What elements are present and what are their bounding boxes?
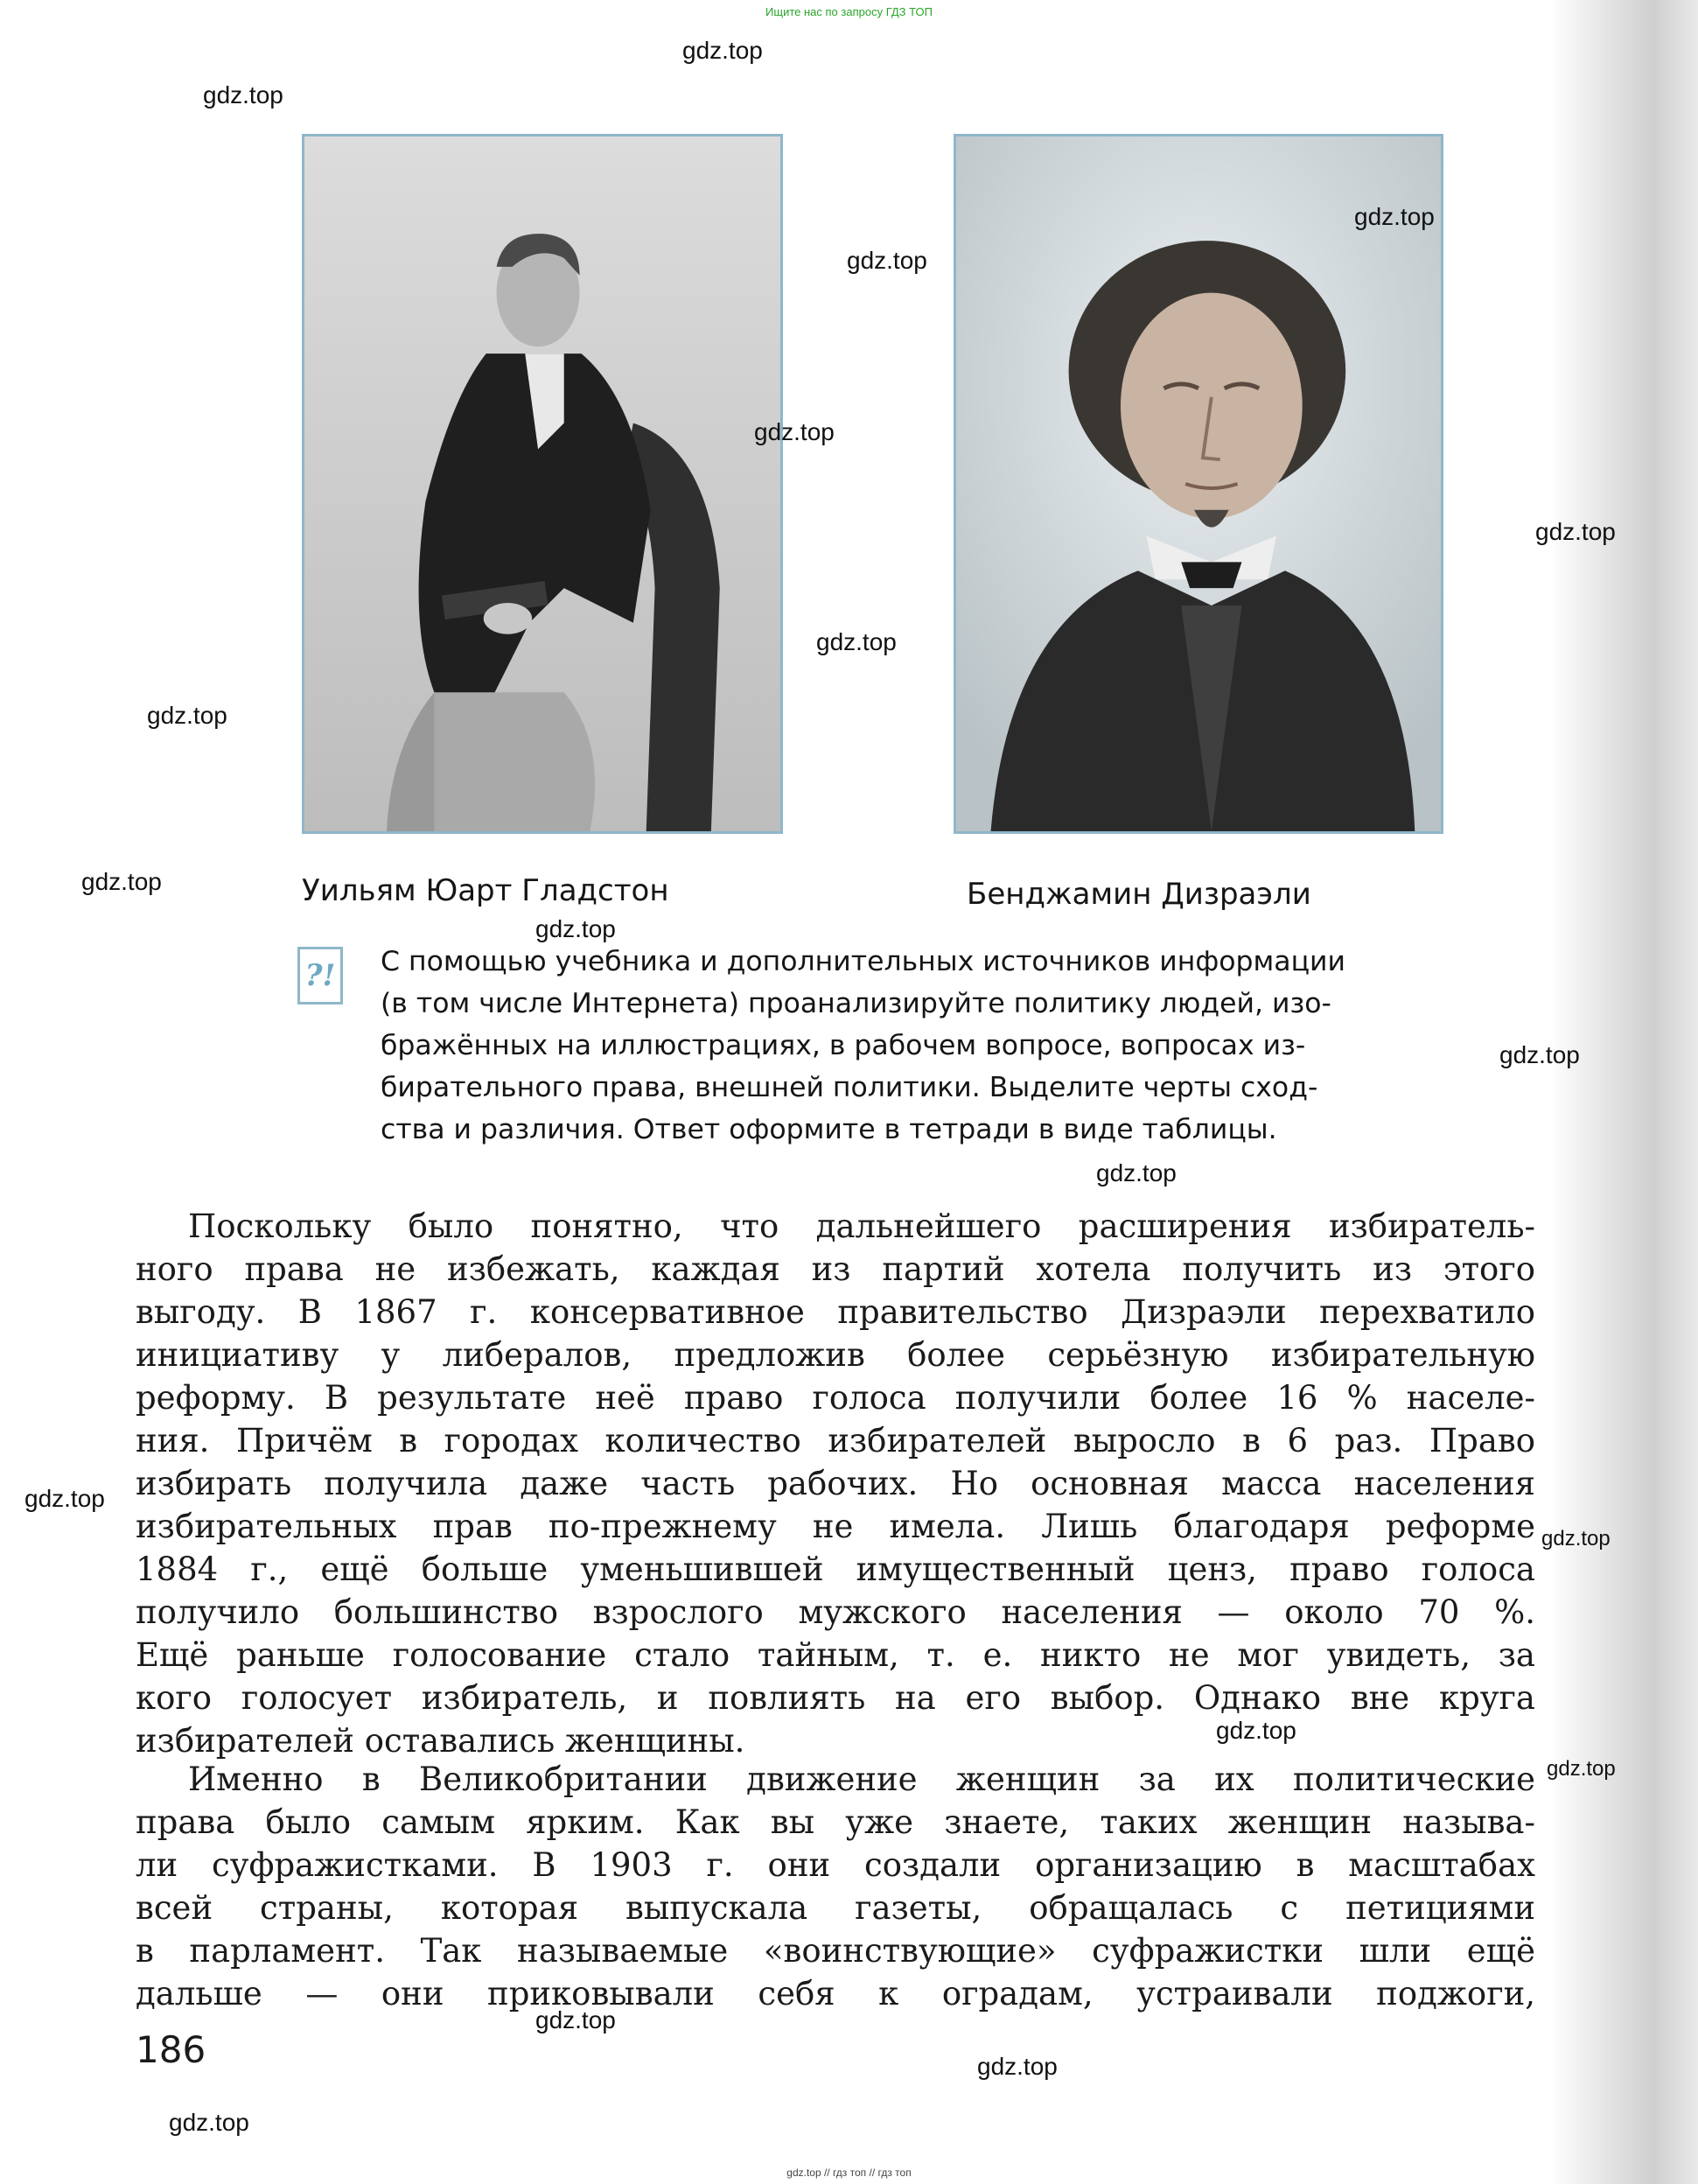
- paragraph-line: получило большинство взрослого мужского населения — около 70 %.: [136, 1593, 1535, 1631]
- paragraph-line: права было самым ярким. Как вы уже знаете, таких женщин называ-: [136, 1803, 1535, 1841]
- paragraph-line: реформу. В результате неё право голоса получили более 16 % населе-: [136, 1379, 1535, 1417]
- portrait-disraeli: [954, 134, 1443, 834]
- watermark: gdz.top: [847, 247, 927, 274]
- watermark: gdz.top: [1535, 518, 1616, 545]
- watermark: gdz.top: [535, 2006, 616, 2034]
- paragraph-line: кого голосует избиратель, и повлиять на его выбор. Однако вне круга: [136, 1679, 1535, 1717]
- watermark: gdz.top: [1096, 1159, 1177, 1186]
- paragraph-line: выгоду. В 1867 г. консервативное правительство Дизраэли перехватило: [136, 1293, 1535, 1331]
- watermark: gdz.top: [169, 2109, 249, 2136]
- paragraph-line: избирателей оставались женщины.: [136, 1722, 745, 1760]
- paragraph-line: дальше — они приковывали себя к оградам, устраивали поджоги,: [136, 1975, 1535, 2012]
- watermark: gdz.top: [816, 628, 897, 655]
- question-exclamation-icon: ?!: [297, 947, 343, 1004]
- watermark: gdz.top: [24, 1485, 105, 1512]
- page-number: 186: [136, 2028, 206, 2071]
- paragraph-line: в парламент. Так называемые «воинствующие» суфражистки шли ещё: [136, 1932, 1535, 1970]
- task-line: бражённых на иллюстрациях, в рабочем вопросе, вопросах из-: [381, 1030, 1306, 1061]
- page-edge-shadow: [1549, 0, 1698, 2184]
- paragraph-line: ного права не избежать, каждая из партий хотела получить из этого: [136, 1250, 1535, 1288]
- watermark: gdz.top: [682, 37, 763, 64]
- paragraph-line: избирать получила даже часть рабочих. Но основная масса населения: [136, 1465, 1535, 1502]
- paragraph-line: избирательных прав по-прежнему не имела. Лишь благодаря реформе: [136, 1508, 1535, 1545]
- watermark: gdz.top: [81, 868, 162, 895]
- watermark: gdz.top: [203, 81, 283, 108]
- paragraph-line: ли суфражистками. В 1903 г. они создали организацию в масштабах: [136, 1846, 1535, 1884]
- task-line: бирательного права, внешней политики. Выделите черты сход-: [381, 1072, 1318, 1103]
- task-line: ства и различия. Ответ оформите в тетради в виде таблицы.: [381, 1114, 1277, 1145]
- paragraph-2: [136, 1758, 1535, 2015]
- caption-gladstone: Уильям Юарт Гладстон: [302, 873, 669, 908]
- paragraph-1: [136, 1205, 1535, 1762]
- paragraph-line: ния. Причём в городах количество избирателей выросло в 6 раз. Право: [136, 1422, 1535, 1460]
- watermark: gdz.top: [1216, 1717, 1296, 1744]
- task-line: (в том числе Интернета) проанализируйте политику людей, изо-: [381, 988, 1331, 1019]
- watermark: gdz.top: [535, 915, 616, 942]
- portrait-gladstone: [302, 134, 783, 834]
- task-line: С помощью учебника и дополнительных источников информации: [381, 946, 1345, 977]
- paragraph-line: Ещё раньше голосование стало тайным, т. е. никто не мог увидеть, за: [136, 1636, 1535, 1674]
- watermark: gdz.top: [754, 418, 835, 445]
- watermark: gdz.top: [1499, 1041, 1580, 1068]
- watermark: gdz.top: [1541, 1527, 1611, 1550]
- watermark: gdz.top: [977, 2053, 1058, 2080]
- paragraph-line: Поскольку было понятно, что дальнейшего расширения избиратель-: [188, 1208, 1535, 1245]
- paragraph-line: 1884 г., ещё больше уменьшившей имущественный ценз, право голоса: [136, 1550, 1535, 1588]
- watermark: gdz.top: [147, 702, 227, 729]
- bottom-banner: gdz.top // гдз топ // гдз топ: [786, 2166, 912, 2179]
- watermark: gdz.top: [1354, 203, 1435, 230]
- paragraph-line: Именно в Великобритании движение женщин за их политические: [188, 1760, 1535, 1798]
- watermark: gdz.top: [1547, 1757, 1616, 1781]
- caption-disraeli: Бенджамин Дизраэли: [967, 877, 1311, 912]
- task-box: [381, 941, 1430, 1151]
- top-banner: Ищите нас по запросу ГДЗ ТОП: [765, 5, 933, 18]
- paragraph-line: инициативу у либералов, предложив более серьёзную избирательную: [136, 1336, 1535, 1374]
- paragraph-line: всей страны, которая выпускала газеты, обращалась с петициями: [136, 1889, 1535, 1927]
